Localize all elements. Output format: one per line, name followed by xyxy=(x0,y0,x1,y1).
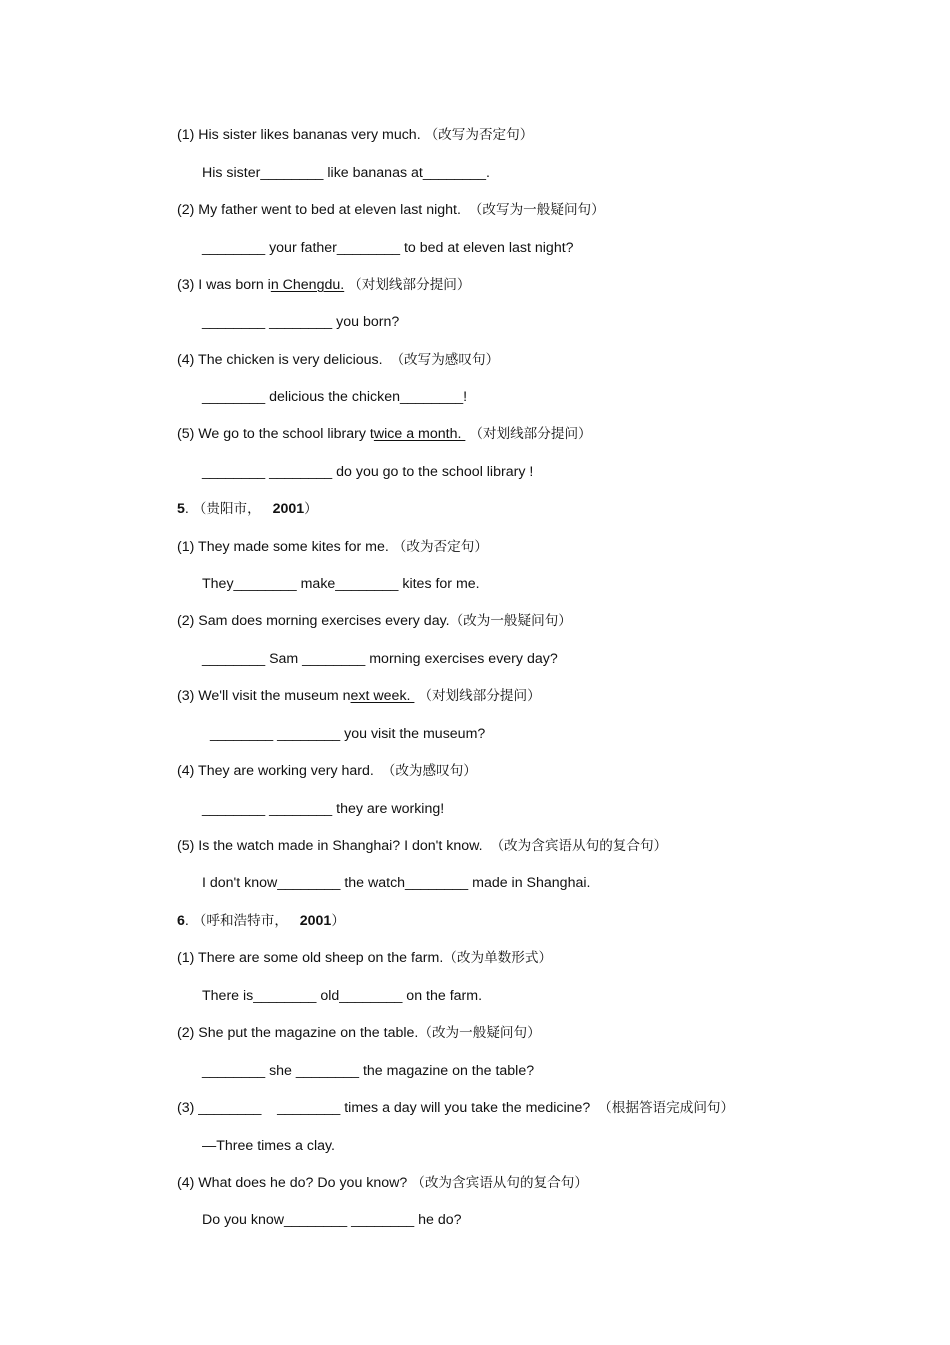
q5-1-prompt: (1) They made some kites for me. （改为否定句） xyxy=(177,539,488,555)
q4-5-prompt: (5) We go to the school library twice a month. （对划线部分提问） xyxy=(177,426,592,442)
q4-1-prompt: (1) His sister likes bananas very much. （改写为否定句） xyxy=(177,127,534,143)
q4-4-answer: ________ delicious the chicken________! xyxy=(202,389,468,405)
q6-2-prompt: (2) She put the magazine on the table.（改为一般疑问句） xyxy=(177,1025,541,1041)
q5-3-answer: ________ ________ you visit the museum? xyxy=(210,726,486,742)
q5-4-prompt: (4) They are working very hard. （改为感叹句） xyxy=(177,763,477,779)
q4-4-prompt: (4) The chicken is very delicious. （改写为感叹句） xyxy=(177,352,500,368)
q6-4-prompt: (4) What does he do? Do you know? （改为含宾语从句的复合句） xyxy=(177,1175,588,1191)
q4-2-prompt: (2) My father went to bed at eleven last night. （改写为一般疑问句） xyxy=(177,202,605,218)
q4-5-answer: ________ ________ do you go to the school library ! xyxy=(202,464,534,480)
q6-3-prompt: (3) ________ ________ times a day will you take the medicine? （根据答语完成问句） xyxy=(177,1100,735,1116)
q5-2-prompt: (2) Sam does morning exercises every day.（改为一般疑问句） xyxy=(177,613,572,629)
q4-3-answer: ________ ________ you born? xyxy=(202,314,400,330)
q6-2-answer: ________ she ________ the magazine on the table? xyxy=(202,1063,535,1079)
q6-1-answer: There is________ old________ on the farm. xyxy=(202,988,483,1004)
q5-4-answer: ________ ________ they are working! xyxy=(202,801,445,817)
q5-5-answer: I don't know________ the watch________ made in Shanghai. xyxy=(202,875,591,891)
underlined-phrase: ext week. xyxy=(350,688,415,704)
q4-3-prompt: (3) I was born in Chengdu. （对划线部分提问） xyxy=(177,277,471,293)
q5-1-answer: They________ make________ kites for me. xyxy=(202,576,480,592)
underlined-phrase: wice a month. xyxy=(373,426,466,442)
q6-1-prompt: (1) There are some old sheep on the farm.（改为单数形式） xyxy=(177,950,553,966)
q4-1-answer: His sister________ like bananas at________. xyxy=(202,165,490,181)
section-6-heading: 6. （呼和浩特市， 2001） xyxy=(177,913,345,929)
q4-2-answer: ________ your father________ to bed at eleven last night? xyxy=(202,240,574,256)
q5-5-prompt: (5) Is the watch made in Shanghai? I don't know. （改为含宾语从句的复合句） xyxy=(177,838,668,854)
section-5-heading: 5. （贵阳市， 2001） xyxy=(177,501,318,517)
underlined-phrase: n Chengdu. xyxy=(270,277,345,293)
q6-4-answer: Do you know________ ________ he do? xyxy=(202,1212,462,1228)
q5-3-prompt: (3) We'll visit the museum next week. （对划线部分提问） xyxy=(177,688,541,704)
q6-3-answer: —Three times a clay. xyxy=(202,1138,335,1154)
q5-2-answer: ________ Sam ________ morning exercises every day? xyxy=(202,651,558,667)
